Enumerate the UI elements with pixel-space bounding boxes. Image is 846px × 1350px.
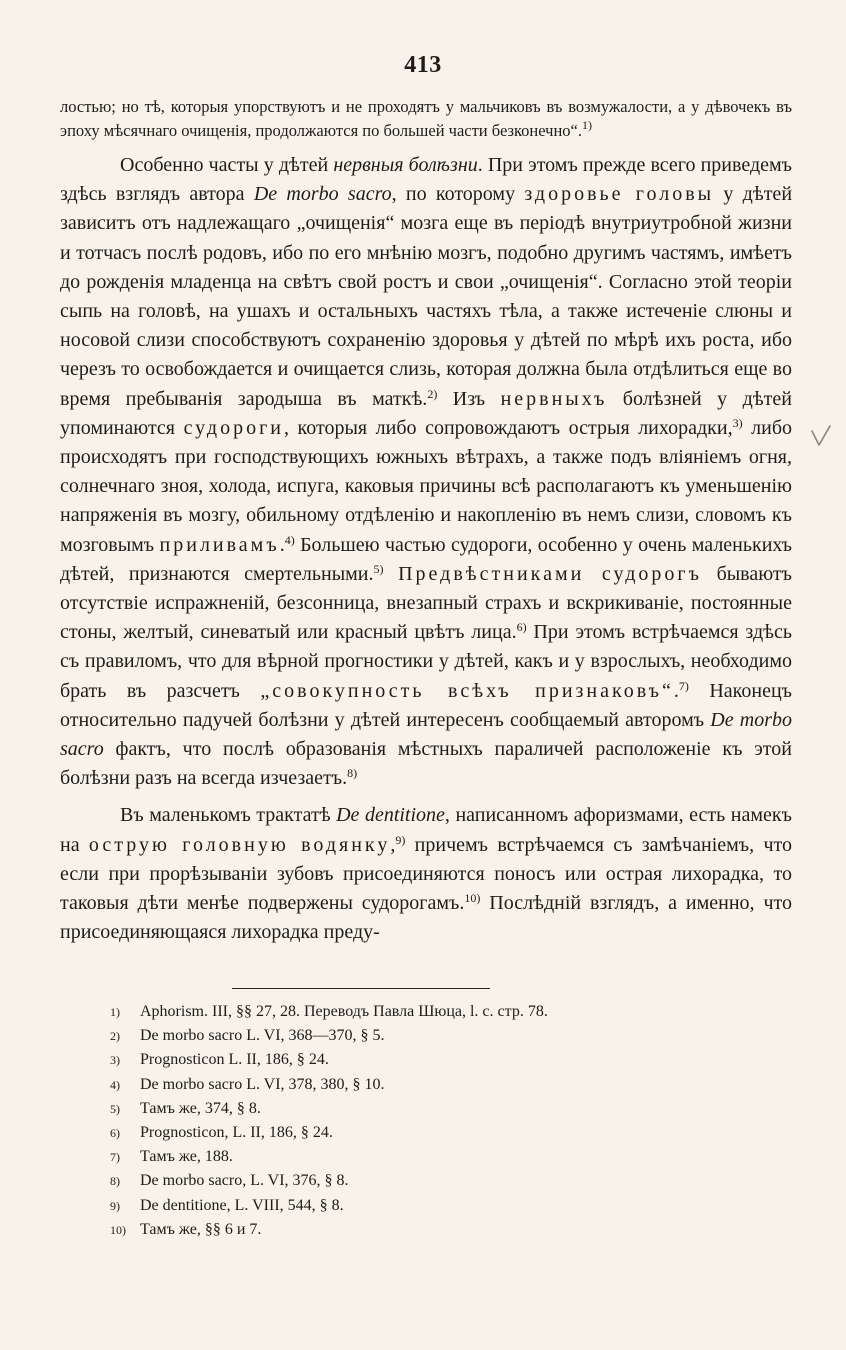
text-segment: Послѣдній взглядъ, а именно, что присоединяющаяся лихорадка преду- <box>60 892 792 944</box>
text-segment: Наконецъ относительно падучей болѣзни у дѣтей интересенъ сообщаемый авторомъ <box>60 679 792 731</box>
footnote-item <box>110 1169 750 1193</box>
text-segment: фактъ, что послѣ образованія мѣстныхъ параличей расположеніе къ этой болѣзни разъ на всегда изчезаетъ. <box>60 738 792 790</box>
footnote-number: 2) <box>110 1029 120 1044</box>
paragraph-dentition <box>60 801 792 947</box>
footnote-ref: 5) <box>373 561 384 576</box>
footnote-divider <box>232 988 490 989</box>
footnote-number: 10) <box>110 1222 126 1237</box>
footnote-text: De dentitione, L. VIII, 544, § 8. <box>140 1196 344 1214</box>
footnote-number: 1) <box>110 1005 120 1019</box>
footnote-number: 9) <box>110 1198 120 1213</box>
spaced-term: здоровье головы <box>524 183 715 206</box>
main-text <box>60 95 792 947</box>
footnote-item <box>110 1048 750 1072</box>
footnote-number: 7) <box>110 1150 120 1165</box>
spaced-term: „совокупность всѣхъ признаковъ“ <box>260 679 674 702</box>
text-segment: Въ маленькомъ трактатѣ <box>120 804 337 827</box>
spaced-term: судороги <box>183 416 284 439</box>
footnote-ref: 1) <box>581 118 592 132</box>
pencil-check-icon <box>808 424 834 450</box>
footnote-text: Prognosticon L. II, 186, § 24. <box>140 1051 329 1069</box>
footnote-number: 5) <box>110 1101 120 1116</box>
footnote-ref: 7) <box>678 678 689 693</box>
text-segment: . <box>279 533 285 556</box>
footnote-number: 6) <box>110 1126 120 1141</box>
text-segment: , написанномъ афоризмами, есть намекъ на <box>60 804 792 856</box>
footnote-ref: 2) <box>427 386 438 401</box>
footnote-number: 4) <box>110 1077 120 1092</box>
footnote-text: Prognosticon, L. II, 186, § 24. <box>140 1124 333 1142</box>
footnote-text: De morbo sacro L. VI, 368—370, § 5. <box>140 1027 385 1045</box>
text-segment: либо происходятъ при господствующихъ южныхъ вѣтрахъ, а также подъ вліяніемъ огня, солнечнаго зноя, холода, испуга, каковыя причины всѣ располагаютъ къ уменьшенію напряженія въ мозгу, обильному отдѣленію и накопленію въ немъ слизи, словомъ къ мозговымъ <box>60 416 793 556</box>
continued-text: лостью; но тѣ, которыя упорствуютъ и не проходятъ у мальчиковъ въ возмужалости, а у дѣвочекъ въ эпоху мѣсячнаго очищенія, продолжаются по большей части безконечно“. <box>60 97 792 140</box>
footnote-text: Тамъ же, 374, § 8. <box>140 1099 261 1117</box>
footnote-ref: 4) <box>284 532 295 547</box>
page-number: 413 <box>404 52 442 78</box>
spaced-term: приливамъ <box>159 533 280 556</box>
footnote-item <box>110 1145 750 1169</box>
footnote-text: De morbo sacro, L. VI, 376, § 8. <box>140 1172 349 1190</box>
book-title: De morbo sacro <box>60 708 793 761</box>
book-title: De dentitione <box>336 804 445 827</box>
footnote-item <box>110 1024 750 1048</box>
text-segment: причемъ встрѣчаемся съ замѣчаніемъ, что если при прорѣзываніи зубовъ присоединяются поносъ или острая лихорадка, то таковыя дѣти менѣе подвержены судорогамъ. <box>60 833 792 915</box>
spaced-term: острую головную водянку <box>88 833 391 856</box>
text-segment: Большею частью судороги, особенно у очень маленькихъ дѣтей, признаются смертельными. <box>60 533 792 585</box>
text-segment: . <box>673 679 679 702</box>
text-segment: Особенно часты у дѣтей <box>120 154 334 176</box>
spaced-term: нервныхъ <box>500 387 608 410</box>
footnote-item <box>110 1000 750 1024</box>
footnotes <box>110 1000 750 1242</box>
paragraph-nervous-diseases <box>60 151 792 793</box>
footnote-text: Тамъ же, 188. <box>140 1148 233 1166</box>
text-segment: При этомъ встрѣчаемся здѣсь съ правиломъ, что для вѣрной прогностики у дѣтей, какъ и у взрослыхъ, необходимо брать въ разсчетъ <box>60 621 792 702</box>
text-segment: , по которому <box>391 183 525 206</box>
text-segment: Изъ <box>437 387 501 410</box>
continued-paragraph <box>60 95 792 143</box>
footnote-item <box>110 1194 750 1218</box>
footnote-ref: 10) <box>464 891 481 906</box>
spaced-term: Предвѣстниками судорогъ <box>398 562 702 585</box>
footnote-text: De morbo sacro L. VI, 378, 380, § 10. <box>140 1075 385 1093</box>
text-segment: . При этомъ прежде всего приведемъ здѣсь взглядъ автора <box>60 154 792 206</box>
book-title: De morbo sacro <box>253 183 392 206</box>
footnote-number: 3) <box>110 1053 120 1068</box>
footnote-item <box>110 1073 750 1097</box>
footnote-ref: 3) <box>732 415 743 430</box>
footnote-ref: 8) <box>347 766 358 781</box>
text-segment <box>384 563 399 585</box>
footnote-item <box>110 1218 750 1242</box>
footnote-text: Тамъ же, §§ 6 и 7. <box>140 1220 262 1238</box>
text-segment: у дѣтей зависитъ отъ надлежащаго „очищенія“ мозга еще въ періодѣ внутриутробной жизни и тотчасъ послѣ родовъ, ибо по его мнѣнію мозгъ, подобно другимъ частямъ, имѣетъ до рожденія младенца на свѣтъ свой ростъ и свои „очищенія“. Согласно этой теоріи сыпь на головѣ, на ушахъ и остальныхъ частяхъ тѣла, а также истеченіе слюны и носовой слизи способствуютъ сохраненію здоровья у дѣтей по мѣрѣ ихъ роста, ибо черезъ то освобождается и очищается слизь, которая должна была отдѣлиться еще во время пребыванія зародыша въ маткѣ. <box>60 183 793 410</box>
footnote-item <box>110 1097 750 1121</box>
text-segment: , которыя либо сопровождаютъ острыя лихорадки, <box>284 416 733 439</box>
footnote-number: 8) <box>110 1174 120 1189</box>
footnote-ref: 6) <box>516 620 527 635</box>
text-segment: болѣзней у дѣтей упоминаются <box>60 387 792 439</box>
footnote-item <box>110 1121 750 1145</box>
footnote-ref: 9) <box>395 832 406 847</box>
italic-term: нервныя болѣзни <box>333 154 478 176</box>
text-segment: , <box>390 833 396 856</box>
footnote-text: Aphorism. III, §§ 27, 28. Переводъ Павла Шюца, l. c. стр. 78. <box>140 1003 548 1020</box>
text-segment: бываютъ отсутствіе испражненій, безсонница, внезапный страхъ и вскрикиваніе, постоянные стоны, желтый, синеватый или красный цвѣтъ лица. <box>60 562 792 644</box>
